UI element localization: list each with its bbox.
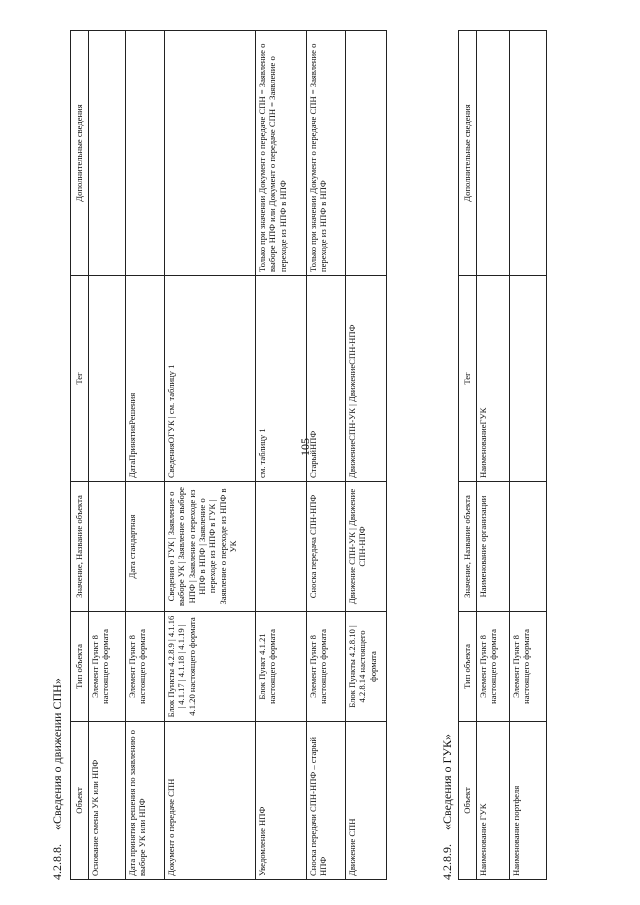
column-header: Тег xyxy=(459,276,477,482)
table-row xyxy=(477,31,510,880)
table-row xyxy=(89,31,126,880)
value-cell xyxy=(89,482,126,612)
spn-movement-table xyxy=(70,30,387,880)
object-cell: Документ о передаче СПН xyxy=(165,722,256,880)
notes-cell xyxy=(89,31,126,276)
type-cell: Элемент Пункт 8 настоящего формата xyxy=(307,612,346,722)
type-cell: Элемент Пункт 8 настоящего формата xyxy=(477,612,510,722)
value-cell: Наименование организации xyxy=(477,482,510,612)
section-number: 4.2.8.9. xyxy=(440,844,454,880)
object-cell: Дата принятия решения по заявлению о выборе УК или НПФ xyxy=(126,722,165,880)
type-cell: Элемент Пункт 8 настоящего формата xyxy=(89,612,126,722)
type-cell: Блок Пункт 4.1.21 настоящего формата xyxy=(256,612,307,722)
tag-cell: ДвижениеСПН-УК | ДвижениеСПН-НПФ xyxy=(346,276,387,482)
notes-cell xyxy=(165,31,256,276)
notes-cell: Только при значении Документ о передаче СПН = Заявление о переходе из НПФ в НПФ xyxy=(307,31,346,276)
notes-cell: Только при значении Документ о передаче СПН = Заявление о выборе НПФ или Документ о передаче СПН = Заявление о переходе из НПФ в НПФ xyxy=(256,31,307,276)
tag-cell xyxy=(510,276,547,482)
rotated-page-content xyxy=(48,20,608,880)
column-header: Дополнительные сведения xyxy=(71,31,89,276)
page-number: 105 xyxy=(298,438,312,456)
section-number: 4.2.8.8. xyxy=(50,844,64,880)
column-header: Значение, Название объекта xyxy=(71,482,89,612)
table-row xyxy=(510,31,547,880)
notes-cell xyxy=(346,31,387,276)
section-title: «Сведения о движении СПН» xyxy=(50,678,64,830)
notes-cell xyxy=(510,31,547,276)
value-cell: Дата стандартная xyxy=(126,482,165,612)
column-header: Тип объекта xyxy=(459,612,477,722)
object-cell: Движение СПН xyxy=(346,722,387,880)
tag-cell xyxy=(89,276,126,482)
object-cell: Уведомление НПФ xyxy=(256,722,307,880)
object-cell: Сноска передачи СПН-НПФ – старый НПФ xyxy=(307,722,346,880)
table-row xyxy=(126,31,165,880)
guk-info-table xyxy=(458,30,547,880)
tag-cell: НаименованиеГУК xyxy=(477,276,510,482)
tag-cell: СтарыйНПФ xyxy=(307,276,346,482)
column-header: Тег xyxy=(71,276,89,482)
column-header: Значение, Название объекта xyxy=(459,482,477,612)
type-cell: Элемент Пункт 8 настоящего формата xyxy=(510,612,547,722)
value-cell: Сведения о ГУК | Заявление о выборе УК | Заявление о выборе НПФ | Заявление о переходе из НПФ в НПФ | Заявление о переходе из НПФ в ГУК | Заявление о переходе из НПФ в УК xyxy=(165,482,256,612)
column-header: Тип объекта xyxy=(71,612,89,722)
section-heading xyxy=(440,734,455,880)
table-row xyxy=(256,31,307,880)
notes-cell xyxy=(126,31,165,276)
column-header: Объект xyxy=(71,722,89,880)
table-header-row xyxy=(459,31,477,880)
tag-cell: ДатаПринятияРешения xyxy=(126,276,165,482)
object-cell: Основание смены УК или НПФ xyxy=(89,722,126,880)
section-title: «Сведения о ГУК» xyxy=(440,734,454,830)
table-row xyxy=(165,31,256,880)
table-row xyxy=(346,31,387,880)
object-cell: Наименование ГУК xyxy=(477,722,510,880)
type-cell: Блок Пункты 4.2.8.9 | 4.1.16 | 4.1.17 | 4.1.18 | 4.1.19 | 4.1.20 настоящего формата xyxy=(165,612,256,722)
table-header-row xyxy=(71,31,89,880)
column-header: Дополнительные сведения xyxy=(459,31,477,276)
value-cell: Движение СПН-УК | Движение СПН-НПФ xyxy=(346,482,387,612)
table-row xyxy=(307,31,346,880)
tag-cell: см. таблицу 1 xyxy=(256,276,307,482)
column-header: Объект xyxy=(459,722,477,880)
value-cell xyxy=(256,482,307,612)
type-cell: Элемент Пункт 8 настоящего формата xyxy=(126,612,165,722)
value-cell: Сноска передача СПН-НПФ xyxy=(307,482,346,612)
type-cell: Блок Пункты 4.2.8.10 | 4.2.8.14 настоящего формата xyxy=(346,612,387,722)
section-heading xyxy=(50,678,65,880)
tag-cell: СведенияОГУК | см. таблицу 1 xyxy=(165,276,256,482)
object-cell: Наименование портфеля xyxy=(510,722,547,880)
notes-cell xyxy=(477,31,510,276)
value-cell xyxy=(510,482,547,612)
